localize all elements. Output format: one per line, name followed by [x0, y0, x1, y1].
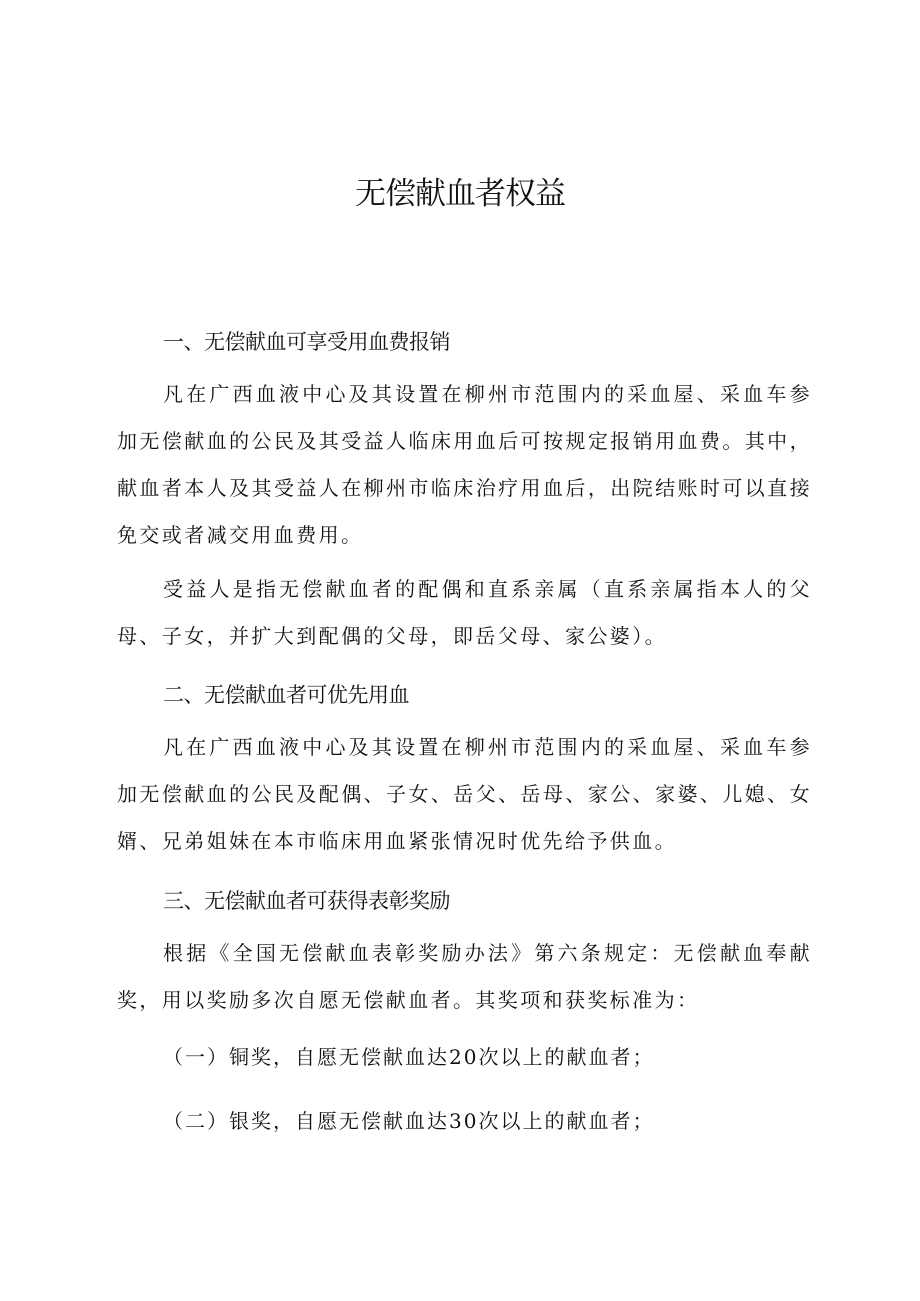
section-heading-2: 二、无偿献血者可优先用血 [163, 683, 409, 707]
section-1-paragraph-1: 凡在广西血液中心及其设置在柳州市范围内的采血屋、采血车参加无偿献血的公民及其受益人临床用血后可按规定报销用血费。其中，献血者本人及其受益人在柳州市临床治疗用血后，出院结账时可以直接免交或者减交用血费用。 [117, 382, 812, 547]
section-2-paragraph-1: 凡在广西血液中心及其设置在柳州市范围内的采血屋、采血车参加无偿献血的公民及配偶、子女、岳父、岳母、家公、家婆、儿媳、女婿、兄弟姐妹在本市临床用血紧张情况时优先给予供血。 [117, 735, 812, 853]
section-heading-3: 三、无偿献血者可获得表彰奖励 [163, 889, 450, 913]
award-item-bronze: （一）铜奖，自愿无偿献血达20次以上的献血者； [163, 1045, 655, 1069]
section-3-paragraph-1: 根据《全国无偿献血表彰奖励办法》第六条规定：无偿献血奉献奖，用以奖励多次自愿无偿献血者。其奖项和获奖标准为： [117, 941, 812, 1012]
award-item-silver: （二）银奖，自愿无偿献血达30次以上的献血者； [163, 1109, 655, 1133]
section-1-paragraph-2: 受益人是指无偿献血者的配偶和直系亲属（直系亲属指本人的父母、子女，并扩大到配偶的父母，即岳父母、家公婆）。 [117, 577, 812, 648]
document-title: 无偿献血者权益 [355, 176, 565, 212]
section-heading-1: 一、无偿献血可享受用血费报销 [163, 330, 450, 354]
